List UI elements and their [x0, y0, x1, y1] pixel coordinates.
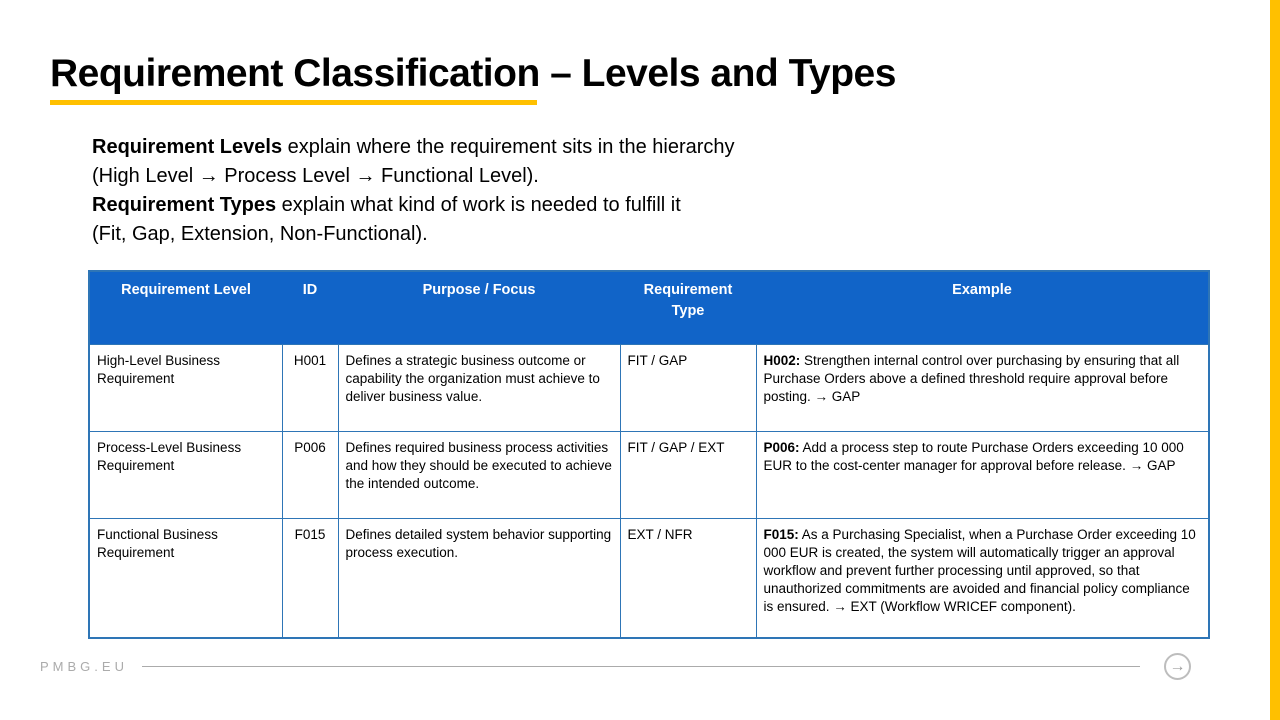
next-slide-button[interactable]: [1164, 653, 1191, 680]
table-header-row: [89, 271, 1209, 344]
header-requirement-level: Requirement Level: [89, 271, 282, 344]
arrow-right-icon: →: [1169, 657, 1186, 675]
requirements-table: [88, 270, 1210, 639]
intro-line-4: (Fit, Gap, Extension, Non-Functional).: [92, 223, 428, 245]
cell-id: F015: [282, 518, 338, 638]
table-row: [89, 518, 1209, 638]
intro-line-2: (High Level → Process Level → Functional Level).: [92, 165, 539, 187]
right-accent-bar: [1270, 0, 1280, 720]
cell-example: P006: Add a process step to route Purchase Orders exceeding 10 000 EUR to the cost-center manager for approval before release. → GAP: [756, 431, 1209, 518]
cell-level: High-Level Business Requirement: [89, 344, 282, 431]
page-title: Requirement Classification – Levels and Types: [50, 52, 896, 95]
table-row: [89, 344, 1209, 431]
cell-type: FIT / GAP: [620, 344, 756, 431]
cell-id: P006: [282, 431, 338, 518]
header-example: Example: [756, 271, 1209, 344]
title-accent-underline: [50, 100, 537, 105]
cell-level: Process-Level Business Requirement: [89, 431, 282, 518]
intro-line-1: Requirement Levels explain where the requirement sits in the hierarchy: [92, 136, 735, 158]
cell-type: EXT / NFR: [620, 518, 756, 638]
header-id: ID: [282, 271, 338, 344]
footer-brand: PMBG.EU: [40, 659, 128, 674]
cell-type: FIT / GAP / EXT: [620, 431, 756, 518]
intro-text: [92, 133, 1172, 249]
table-row: [89, 431, 1209, 518]
cell-id: H001: [282, 344, 338, 431]
cell-purpose: Defines detailed system behavior supporting process execution.: [338, 518, 620, 638]
cell-purpose: Defines required business process activities and how they should be executed to achieve the intended outcome.: [338, 431, 620, 518]
footer-divider-line: [142, 666, 1140, 667]
header-requirement-type: Requirement Type: [620, 271, 756, 344]
intro-line-3: Requirement Types explain what kind of work is needed to fulfill it: [92, 194, 681, 216]
header-purpose-focus: Purpose / Focus: [338, 271, 620, 344]
cell-example: H002: Strengthen internal control over purchasing by ensuring that all Purchase Orders above a defined threshold require approval before posting. → GAP: [756, 344, 1209, 431]
cell-example: F015: As a Purchasing Specialist, when a Purchase Order exceeding 10 000 EUR is created, the system will automatically trigger an approval workflow and prevent further processing until approved, so that unauthorized commitments are avoided and financial policy compliance is ensured. → EXT (Workflow WRICEF component).: [756, 518, 1209, 638]
cell-purpose: Defines a strategic business outcome or capability the organization must achieve to deliver business value.: [338, 344, 620, 431]
cell-level: Functional Business Requirement: [89, 518, 282, 638]
